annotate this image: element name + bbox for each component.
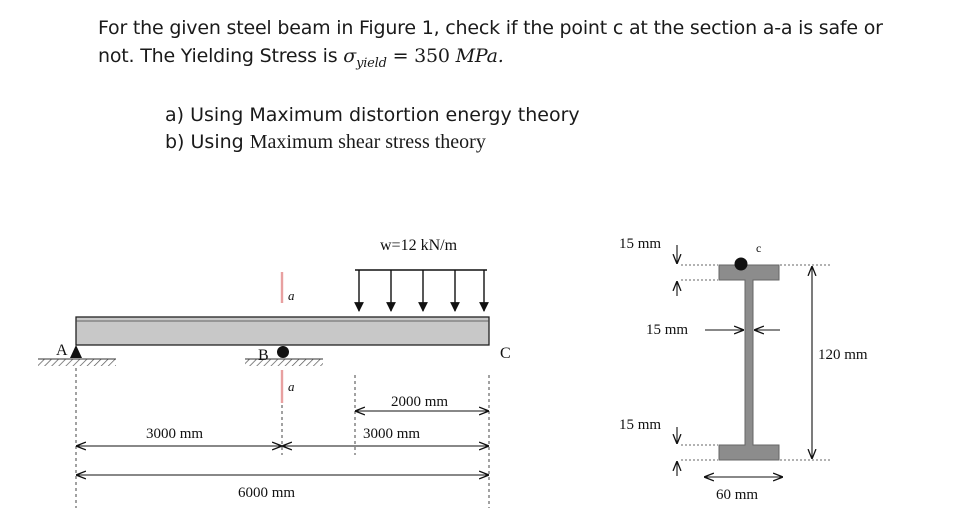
section-label-bottom: a	[288, 379, 295, 394]
top-flange-label: 15 mm	[619, 236, 662, 252]
end-c-label: C	[500, 345, 511, 362]
part-b-text: Maximum shear stress theory	[249, 131, 486, 153]
sigma-subscript: yield	[356, 56, 387, 71]
point-c-label: c	[756, 241, 762, 255]
stress-value: = 350	[386, 45, 456, 67]
i-section	[719, 265, 779, 460]
dim-total-length: 6000 mm	[238, 485, 296, 501]
support-b-label: B	[258, 347, 269, 364]
dim-load-length: 2000 mm	[391, 394, 449, 410]
cross-section	[619, 236, 868, 503]
dim-left-span: 3000 mm	[146, 426, 204, 442]
bottom-flange-label: 15 mm	[619, 417, 662, 433]
section-label-top: a	[288, 288, 295, 303]
load-label: w=12 kN/m	[380, 237, 458, 254]
sigma-symbol: σ	[343, 45, 357, 67]
support-a-label: A	[56, 342, 68, 359]
question-line-2-text: not. The Yielding Stress is	[98, 45, 344, 67]
dim-right-span: 3000 mm	[363, 426, 421, 442]
distributed-load	[355, 237, 487, 311]
web-label: 15 mm	[646, 322, 689, 338]
stress-unit: MPa.	[455, 45, 504, 67]
part-b-prefix: b) Using	[165, 131, 250, 153]
beam-diagram	[38, 237, 511, 508]
part-a: a) Using Maximum distortion energy theory	[165, 104, 580, 126]
height-label: 120 mm	[818, 347, 868, 363]
roller-support-b	[245, 346, 323, 366]
question-line-1: For the given steel beam in Figure 1, check if the point c at the section a-a is safe or	[98, 17, 883, 39]
point-c-marker	[735, 258, 748, 271]
width-label: 60 mm	[716, 487, 759, 503]
